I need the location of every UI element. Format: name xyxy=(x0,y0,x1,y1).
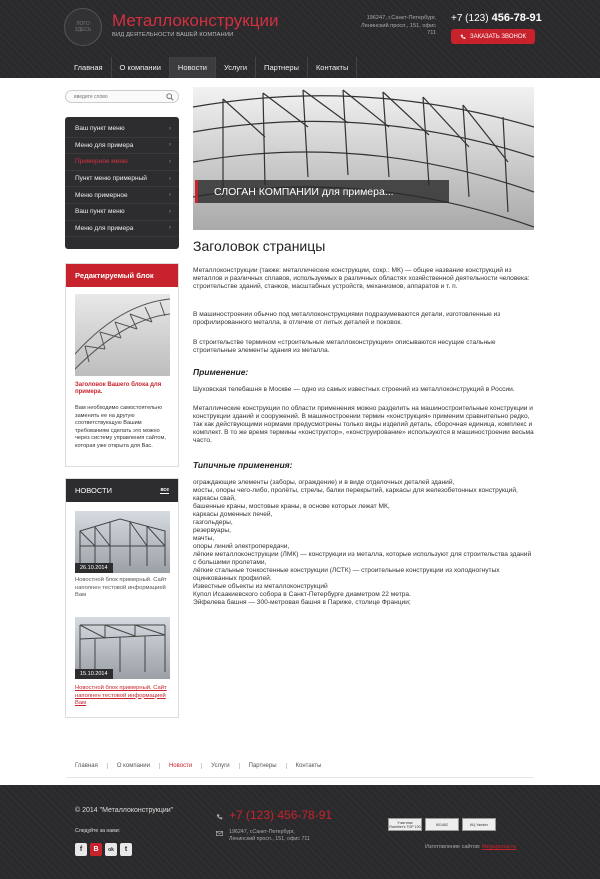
footer-address: 196247, г.Санкт-Петербург, Ленинский просп., 151, офис 711 xyxy=(229,829,310,842)
side-menu-label: Примерное меню xyxy=(75,158,128,166)
chevron-right-icon: › xyxy=(169,192,171,199)
content-paragraph: В машиностроении обычно под металлоконструкциями подразумеваются детали, изготовленные из профилированного металла, в отличие от литых деталей и поковок. xyxy=(193,311,501,326)
made-by-link[interactable]: Megagroup.ru xyxy=(481,844,517,850)
news-all-link[interactable]: все xyxy=(160,487,169,493)
news-block-title: НОВОСТИ xyxy=(75,486,112,495)
site-subtitle: ВИД ДЕЯТЕЛЬНОСТИ ВАШЕЙ КОМПАНИИ xyxy=(112,32,234,38)
search-box xyxy=(65,90,179,103)
side-menu-item[interactable] xyxy=(65,204,179,221)
list-item: опоры линий электропередачи, xyxy=(193,543,290,550)
chevron-right-icon: › xyxy=(169,142,171,149)
side-menu-item[interactable] xyxy=(65,187,179,204)
news-date: 15.10.2014 xyxy=(75,669,113,679)
side-menu-item[interactable] xyxy=(65,138,179,155)
side-menu-item[interactable] xyxy=(65,121,179,138)
editable-block xyxy=(65,263,179,467)
counters xyxy=(388,818,496,831)
logo[interactable] xyxy=(64,8,102,46)
counter-badge[interactable]: 601462 xyxy=(425,818,459,831)
phone-icon xyxy=(216,813,223,821)
logo-text: ЛОГО xyxy=(76,21,90,27)
nav-item-about[interactable]: О компании xyxy=(112,57,170,78)
news-block xyxy=(65,478,179,718)
footer-nav-item-about[interactable]: О компании xyxy=(108,763,160,769)
list-item: Известные объекты из металлоконструкций xyxy=(193,583,328,590)
chevron-right-icon: › xyxy=(169,125,171,132)
header xyxy=(0,0,600,78)
news-image[interactable] xyxy=(75,511,170,573)
logo-sub: ЗДЕСЬ xyxy=(74,27,92,33)
list-item: лёгкие стальные тонкостенные конструкции (ЛСТК) — строительные конструкции из холодногнутых оцинкованных профилей. xyxy=(193,567,500,582)
nav-item-home[interactable]: Главная xyxy=(66,57,112,78)
side-menu-item[interactable] xyxy=(65,221,179,238)
editable-block-text: Вам необходимо самостоятельно заменить ее на другую соответствующую Вашим требованиям сделать это можно через систему управления сайтом, которая уже открыта для Вас. xyxy=(75,405,166,449)
footer-nav xyxy=(66,761,330,771)
footer xyxy=(0,785,600,879)
list-item: лёгкие металлоконструкции (ЛМК) — конструкции из металла, которые используют для строительства зданий с большими пролетами, xyxy=(193,551,532,566)
vkontakte-icon[interactable]: B xyxy=(90,843,102,856)
side-menu-item[interactable] xyxy=(65,171,179,188)
social-links xyxy=(75,843,132,856)
content-subheading: Типичные применения: xyxy=(193,460,293,470)
list-item: Купол Исаакиевского собора в Санкт-Петербурге диаметром 22 метра. xyxy=(193,591,411,598)
list-item: мосты, опоры чего-либо, пролёты, стрелы, балки перекрытий, каркасы для железобетонных конструкций, каркасы свай, xyxy=(193,487,518,502)
editable-block-title: Редактируемый блок xyxy=(66,264,178,287)
header-address: 196247, г.Санкт-Петербург, Ленинский просп., 151, офис 711 xyxy=(361,15,436,36)
content-paragraph: Металлические конструкции по области применения можно разделить на машиностроительные конструкции и конструкции зданий и сооружений. В машиностроении термин «конструкция» применим сравнительно редко, так как действующими нормами предусмотрены только виды изделий деталь, сборочная единица, комплекс и комплект. В то же время термины «конструктор», «конструирование» используются в машиностроении весьма часто. xyxy=(193,405,534,444)
page-title: Заголовок страницы xyxy=(193,238,326,254)
news-block-header xyxy=(66,479,178,502)
copyright: © 2014 "Металлоконструкции" xyxy=(75,807,174,814)
content-subheading: Применение: xyxy=(193,367,249,377)
divider xyxy=(66,777,534,778)
side-menu-label: Меню примерное xyxy=(75,191,128,199)
nav-item-contacts[interactable]: Контакты xyxy=(308,57,357,78)
side-menu-label: Пункт меню примерный xyxy=(75,175,147,183)
made-by xyxy=(425,844,516,850)
chevron-right-icon: › xyxy=(169,225,171,232)
made-by-label: Изготовление сайтов: xyxy=(425,844,481,850)
content-paragraph: В строительстве термином «строительные металлоконструкции» описываются несущие стальные строительные элементы здания из металла. xyxy=(193,339,496,354)
phone-icon xyxy=(460,34,466,40)
phone-number: 456-78-91 xyxy=(491,12,542,24)
list-item: Эйфелева башня — 300-метровая башня в Париже, столице Франции; xyxy=(193,599,411,606)
list-item: каркасы доменных печей, xyxy=(193,511,273,518)
list-item: газгольдеры, xyxy=(193,519,233,526)
header-phone xyxy=(451,12,542,24)
side-menu-label: Меню для примера xyxy=(75,224,134,232)
side-menu-label: Меню для примера xyxy=(75,141,134,149)
list-item: башенные краны, мостовые краны, в основе которых лежат МК, xyxy=(193,503,390,510)
side-menu-item[interactable] xyxy=(65,154,179,171)
footer-nav-item-contacts[interactable]: Контакты xyxy=(295,763,322,769)
hero-slider xyxy=(193,87,534,230)
chevron-right-icon: › xyxy=(169,175,171,182)
editable-block-link[interactable]: Заголовок Вашего блока для примера. xyxy=(75,382,162,395)
odnoklassniki-icon[interactable]: ok xyxy=(105,843,117,856)
address-icon xyxy=(216,831,223,836)
facebook-icon[interactable]: f xyxy=(75,843,87,856)
site-title[interactable]: Металлоконструкции xyxy=(112,11,279,30)
news-date: 26.10.2014 xyxy=(75,563,113,573)
nav-item-partners[interactable]: Партнеры xyxy=(256,57,308,78)
search-input[interactable] xyxy=(74,93,164,101)
side-menu-label: Ваш пункт меню xyxy=(75,208,125,216)
counter-badge[interactable]: ИЦ Yandex xyxy=(462,818,496,831)
main-nav xyxy=(66,57,357,78)
content-list xyxy=(193,479,535,607)
news-text[interactable]: Новостной блок примерный. Сайт наполнен тестовой информацией Вам xyxy=(75,577,167,598)
side-menu xyxy=(65,117,179,249)
news-image[interactable] xyxy=(75,617,170,679)
news-text[interactable]: Новостной блок примерный. Сайт наполнен тестовой информацией Вам xyxy=(75,685,167,706)
footer-nav-item-services[interactable]: Услуги xyxy=(202,763,239,769)
content-paragraph: Металлоконструкции (также: металлические конструкции, сокр.: МК) — общее название конструкций из металлов и различных сплавов, используемых в различных областях хозяйственной деятельности человека: строительстве зданий, станков, масштабных устройств, механизмов, аппаратов и т. п. xyxy=(193,267,530,290)
footer-nav-item-home[interactable]: Главная xyxy=(66,763,108,769)
list-item: резервуары, xyxy=(193,527,231,534)
search-icon[interactable] xyxy=(166,93,174,101)
slider-slogan: СЛОГАН КОМПАНИИ для примера... xyxy=(195,180,449,203)
footer-nav-item-news[interactable]: Новости xyxy=(160,763,202,769)
call-request-button[interactable] xyxy=(451,29,535,44)
footer-nav-item-partners[interactable]: Партнеры xyxy=(240,763,287,769)
nav-item-services[interactable]: Услуги xyxy=(216,57,256,78)
editable-block-image xyxy=(75,294,170,376)
twitter-icon[interactable]: t xyxy=(120,843,132,856)
counter-badge[interactable]: Участник Rambler's TOP 100 xyxy=(388,818,422,831)
call-request-label: ЗАКАЗАТЬ ЗВОНОК xyxy=(469,33,527,40)
nav-item-news[interactable]: Новости xyxy=(170,57,216,78)
chevron-right-icon: › xyxy=(169,208,171,215)
chevron-right-icon: › xyxy=(169,158,171,165)
share-label: Следуйте за нами: xyxy=(75,828,121,834)
side-menu-label: Ваш пункт меню xyxy=(75,125,125,133)
list-item: мачты, xyxy=(193,535,215,542)
phone-prefix: +7 (123) xyxy=(451,13,489,24)
content-paragraph: Шуховская телебашня в Москве — одно из самых известных строений из металлоконструкций в России. xyxy=(193,386,515,393)
footer-phone: +7 (123) 456-78-91 xyxy=(229,808,333,822)
list-item: ограждающие элементы (заборы, ограждение) и в виде отделочных деталей зданий, xyxy=(193,479,455,486)
